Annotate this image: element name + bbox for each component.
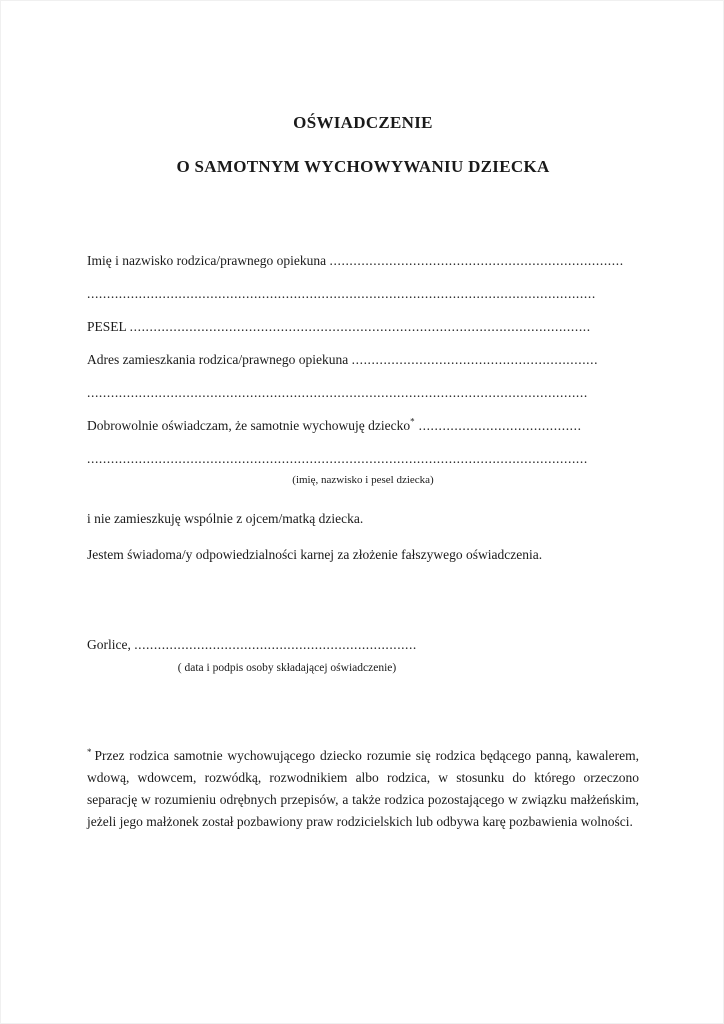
field-signature[interactable] (87, 637, 417, 653)
page-subtitle: O SAMOTNYM WYCHOWYWANIU DZIECKA (176, 157, 550, 176)
field-parent-name-continuation[interactable] (87, 286, 639, 319)
field-parent-address-label: Adres zamieszkania rodzica/prawnego opiekuna (87, 352, 352, 367)
field-child-details-dotted-rule: .............................................................................................................................. (87, 451, 588, 466)
field-child-details-caption: (imię, nazwisko i pesel dziecka) (292, 474, 434, 486)
field-parent-name-label: Imię i nazwisko rodzica/prawnego opiekuna (87, 253, 330, 268)
page-title: OŚWIADCZENIE (293, 113, 433, 132)
asterisk-footnote-marker: * (410, 418, 415, 427)
field-parent-address-continuation[interactable] (87, 385, 639, 418)
field-parent-name[interactable] (87, 253, 639, 286)
statement-not-living-together: i nie zamieszkuję wspólnie z ojcem/matką dziecka. (87, 511, 364, 526)
field-parent-address[interactable] (87, 352, 639, 385)
field-signature-city-label: Gorlice, (87, 637, 135, 652)
footnote-block (87, 745, 639, 833)
field-parent-address-dotted-rule: .............................................................. (351, 352, 599, 367)
statement-criminal-liability: Jestem świadoma/y odpowiedzialności karnej za złożenie fałszywego oświadczenia. (87, 547, 543, 562)
field-signature-dotted-rule: ........................................................................ (134, 637, 417, 652)
field-declaration-label: Dobrowolnie oświadczam, że samotnie wychowuję dziecko (87, 418, 411, 433)
field-parent-address-continuation-dotted-rule: .............................................................................................................................. (87, 385, 588, 400)
footnote-asterisk-icon: * (87, 746, 92, 757)
field-parent-name-dotted-rule: .......................................................................... (329, 253, 624, 268)
field-pesel-label: PESEL (87, 319, 130, 334)
field-pesel[interactable] (87, 319, 639, 352)
field-signature-caption: ( data i podpis osoby składającej oświadczenie) (177, 662, 397, 674)
field-parent-name-continuation-dotted-rule: ................................................................................................................................ (87, 286, 596, 301)
form-fields-area (87, 253, 639, 484)
footnote-text: Przez rodzica samotnie wychowującego dziecko rozumie się rodzica będącego panną, kawalerem, wdową, wdowcem, rozwódką, rozwodnikiem albo rodzica, w stosunku do którego orzeczono separację w rozumieniu odrębnych przepisów, a także rodzica pozostającego w związku małżeńskim, jeżeli jego małżonek został pozbawiony praw rodzicielskich lub odbywa karę pozbawienia wolności. (87, 748, 639, 829)
field-declaration[interactable] (87, 418, 639, 451)
field-declaration-dotted-rule: ......................................... (414, 418, 582, 433)
document-title-block (1, 113, 724, 177)
field-pesel-dotted-rule: .................................................................................................................... (129, 319, 591, 334)
document-body (1, 1, 724, 1024)
